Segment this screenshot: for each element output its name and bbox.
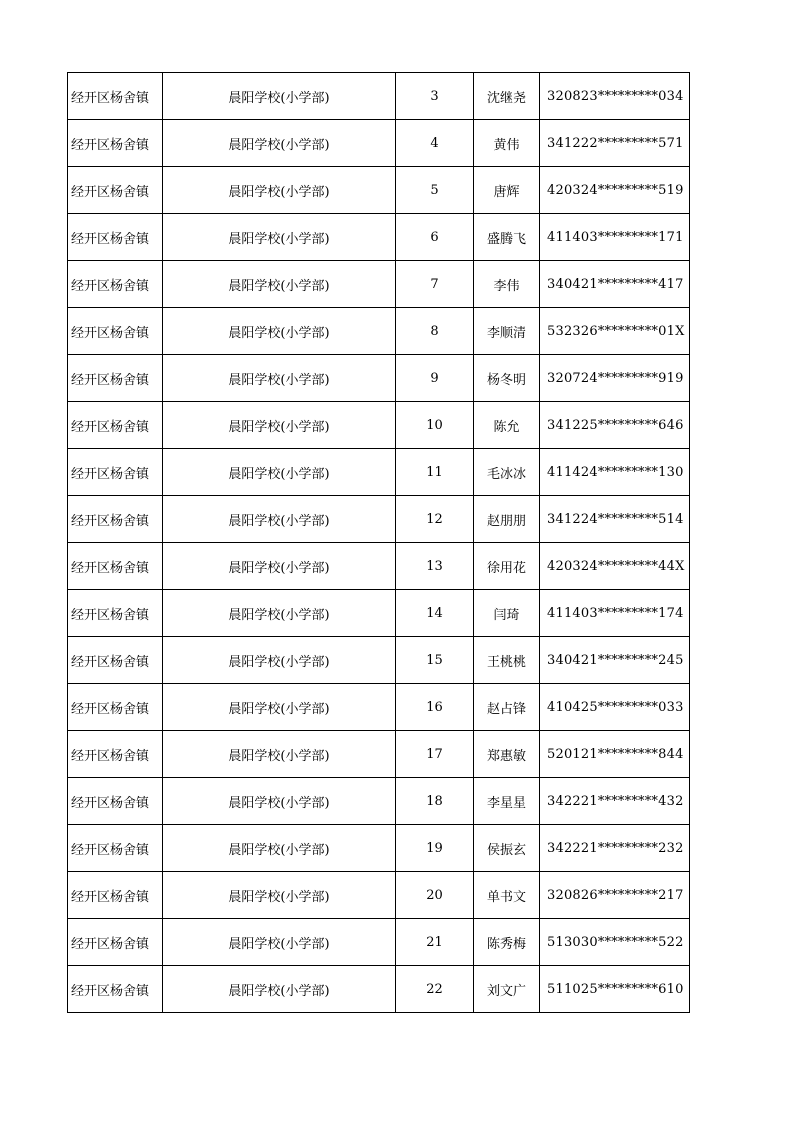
number-cell: 5 [396, 167, 474, 214]
district-cell: 经开区杨舍镇 [68, 919, 163, 966]
district-cell: 经开区杨舍镇 [68, 731, 163, 778]
number-cell: 4 [396, 120, 474, 167]
number-cell: 7 [396, 261, 474, 308]
school-cell: 晨阳学校(小学部) [163, 731, 396, 778]
number-cell: 12 [396, 496, 474, 543]
name-cell: 闫琦 [474, 590, 540, 637]
table-row [68, 308, 690, 355]
table-row [68, 731, 690, 778]
id-number-cell: 520121*********844 [540, 731, 690, 778]
table-row [68, 355, 690, 402]
number-cell: 6 [396, 214, 474, 261]
name-cell: 单书文 [474, 872, 540, 919]
name-cell: 郑惠敏 [474, 731, 540, 778]
district-cell: 经开区杨舍镇 [68, 120, 163, 167]
district-cell: 经开区杨舍镇 [68, 355, 163, 402]
district-cell: 经开区杨舍镇 [68, 449, 163, 496]
id-number-cell: 340421*********245 [540, 637, 690, 684]
table-row [68, 684, 690, 731]
roster-table-body [68, 73, 690, 1013]
id-number-cell: 410425*********033 [540, 684, 690, 731]
name-cell: 黄伟 [474, 120, 540, 167]
district-cell: 经开区杨舍镇 [68, 637, 163, 684]
district-cell: 经开区杨舍镇 [68, 684, 163, 731]
id-number-cell: 420324*********44X [540, 543, 690, 590]
school-cell: 晨阳学校(小学部) [163, 778, 396, 825]
id-number-cell: 532326*********01X [540, 308, 690, 355]
district-cell: 经开区杨舍镇 [68, 214, 163, 261]
school-cell: 晨阳学校(小学部) [163, 449, 396, 496]
name-cell: 杨冬明 [474, 355, 540, 402]
number-cell: 19 [396, 825, 474, 872]
name-cell: 毛冰冰 [474, 449, 540, 496]
district-cell: 经开区杨舍镇 [68, 73, 163, 120]
table-row [68, 872, 690, 919]
id-number-cell: 342221*********232 [540, 825, 690, 872]
id-number-cell: 341225*********646 [540, 402, 690, 449]
school-cell: 晨阳学校(小学部) [163, 919, 396, 966]
table-row [68, 825, 690, 872]
school-cell: 晨阳学校(小学部) [163, 966, 396, 1013]
id-number-cell: 411403*********171 [540, 214, 690, 261]
id-number-cell: 411403*********174 [540, 590, 690, 637]
id-number-cell: 420324*********519 [540, 167, 690, 214]
number-cell: 10 [396, 402, 474, 449]
table-row [68, 637, 690, 684]
number-cell: 16 [396, 684, 474, 731]
number-cell: 18 [396, 778, 474, 825]
district-cell: 经开区杨舍镇 [68, 966, 163, 1013]
district-cell: 经开区杨舍镇 [68, 825, 163, 872]
name-cell: 李伟 [474, 261, 540, 308]
name-cell: 陈允 [474, 402, 540, 449]
id-number-cell: 411424*********130 [540, 449, 690, 496]
table-row [68, 214, 690, 261]
number-cell: 14 [396, 590, 474, 637]
number-cell: 21 [396, 919, 474, 966]
school-cell: 晨阳学校(小学部) [163, 402, 396, 449]
district-cell: 经开区杨舍镇 [68, 778, 163, 825]
table-row [68, 402, 690, 449]
id-number-cell: 341224*********514 [540, 496, 690, 543]
id-number-cell: 320826*********217 [540, 872, 690, 919]
name-cell: 盛腾飞 [474, 214, 540, 261]
district-cell: 经开区杨舍镇 [68, 261, 163, 308]
school-cell: 晨阳学校(小学部) [163, 167, 396, 214]
id-number-cell: 320823*********034 [540, 73, 690, 120]
number-cell: 11 [396, 449, 474, 496]
number-cell: 13 [396, 543, 474, 590]
school-cell: 晨阳学校(小学部) [163, 872, 396, 919]
id-number-cell: 342221*********432 [540, 778, 690, 825]
table-row [68, 543, 690, 590]
name-cell: 赵占锋 [474, 684, 540, 731]
school-cell: 晨阳学校(小学部) [163, 825, 396, 872]
school-cell: 晨阳学校(小学部) [163, 73, 396, 120]
name-cell: 李顺清 [474, 308, 540, 355]
school-cell: 晨阳学校(小学部) [163, 543, 396, 590]
name-cell: 唐辉 [474, 167, 540, 214]
id-number-cell: 511025*********610 [540, 966, 690, 1013]
table-row [68, 778, 690, 825]
id-number-cell: 341222*********571 [540, 120, 690, 167]
number-cell: 17 [396, 731, 474, 778]
district-cell: 经开区杨舍镇 [68, 496, 163, 543]
school-cell: 晨阳学校(小学部) [163, 590, 396, 637]
district-cell: 经开区杨舍镇 [68, 402, 163, 449]
number-cell: 3 [396, 73, 474, 120]
district-cell: 经开区杨舍镇 [68, 872, 163, 919]
table-row [68, 919, 690, 966]
district-cell: 经开区杨舍镇 [68, 167, 163, 214]
name-cell: 陈秀梅 [474, 919, 540, 966]
number-cell: 9 [396, 355, 474, 402]
name-cell: 李星星 [474, 778, 540, 825]
school-cell: 晨阳学校(小学部) [163, 261, 396, 308]
table-row [68, 120, 690, 167]
school-cell: 晨阳学校(小学部) [163, 496, 396, 543]
name-cell: 徐用花 [474, 543, 540, 590]
school-cell: 晨阳学校(小学部) [163, 637, 396, 684]
number-cell: 8 [396, 308, 474, 355]
roster-table [67, 72, 690, 1013]
district-cell: 经开区杨舍镇 [68, 590, 163, 637]
name-cell: 沈继尧 [474, 73, 540, 120]
name-cell: 赵朋朋 [474, 496, 540, 543]
id-number-cell: 340421*********417 [540, 261, 690, 308]
school-cell: 晨阳学校(小学部) [163, 120, 396, 167]
school-cell: 晨阳学校(小学部) [163, 684, 396, 731]
name-cell: 王桃桃 [474, 637, 540, 684]
table-row [68, 73, 690, 120]
number-cell: 20 [396, 872, 474, 919]
table-row [68, 261, 690, 308]
table-row [68, 590, 690, 637]
id-number-cell: 513030*********522 [540, 919, 690, 966]
district-cell: 经开区杨舍镇 [68, 543, 163, 590]
table-row [68, 496, 690, 543]
table-row [68, 167, 690, 214]
school-cell: 晨阳学校(小学部) [163, 214, 396, 261]
number-cell: 15 [396, 637, 474, 684]
school-cell: 晨阳学校(小学部) [163, 355, 396, 402]
district-cell: 经开区杨舍镇 [68, 308, 163, 355]
name-cell: 侯振玄 [474, 825, 540, 872]
school-cell: 晨阳学校(小学部) [163, 308, 396, 355]
id-number-cell: 320724*********919 [540, 355, 690, 402]
table-row [68, 449, 690, 496]
number-cell: 22 [396, 966, 474, 1013]
table-row [68, 966, 690, 1013]
name-cell: 刘文广 [474, 966, 540, 1013]
